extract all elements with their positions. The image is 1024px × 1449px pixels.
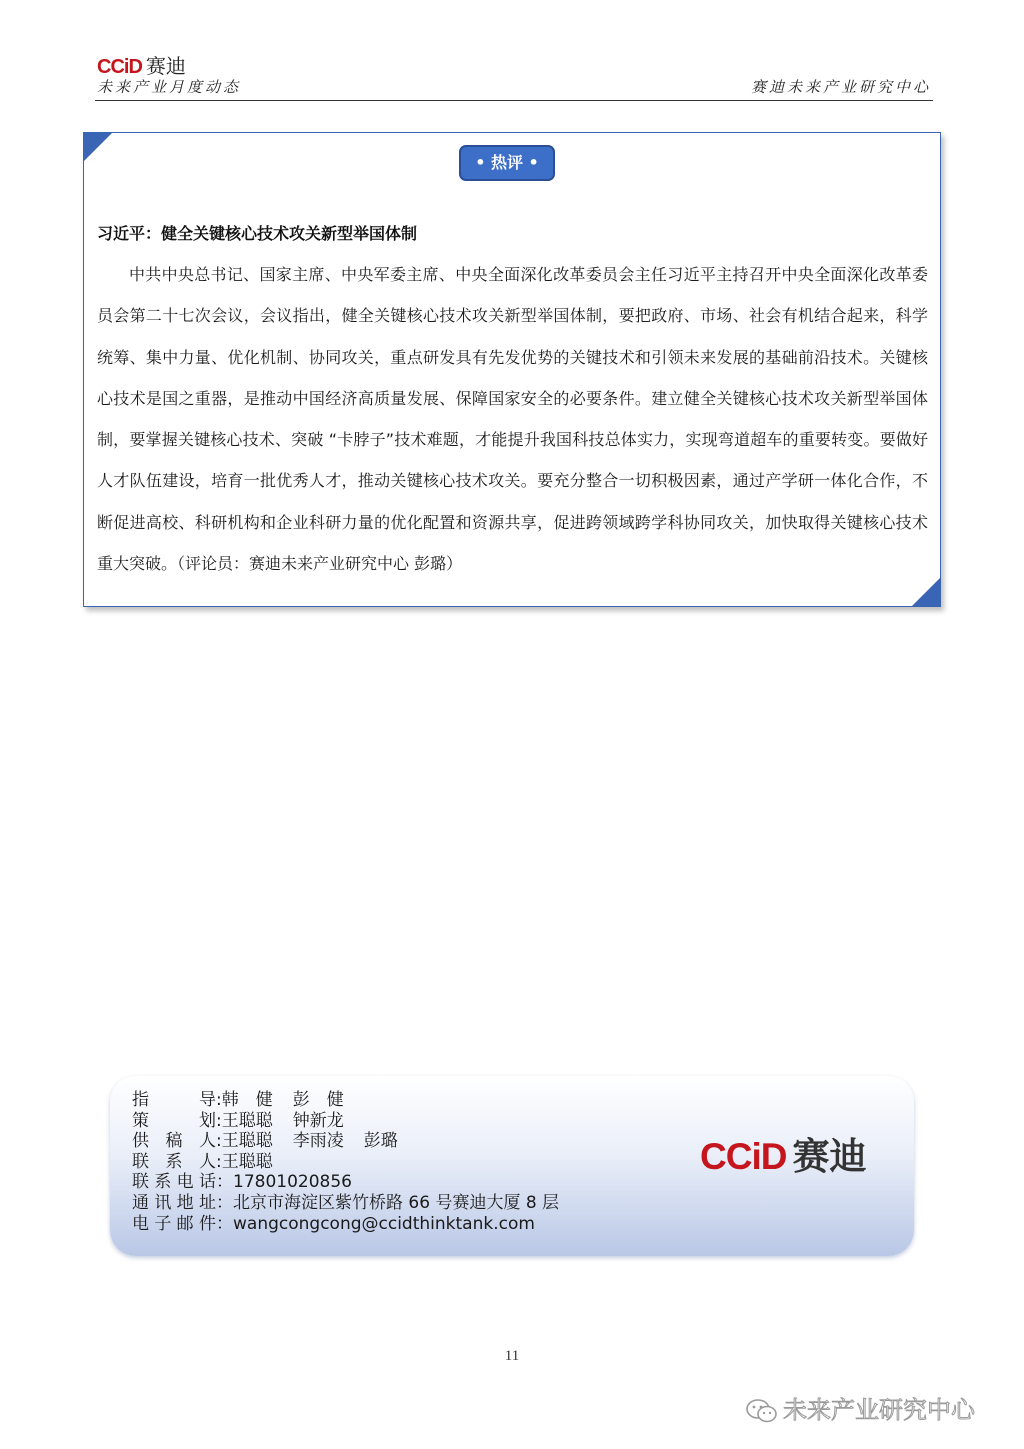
contact-value: 王聪聪 <box>221 1151 273 1172</box>
contact-row <box>132 1111 559 1132</box>
contact-label: 策划 <box>132 1110 216 1131</box>
contact-value: 彭 健 <box>292 1090 344 1110</box>
contact-value: 韩 健 <box>221 1090 273 1110</box>
contact-row <box>132 1193 559 1214</box>
contact-label: 指导 <box>132 1090 216 1110</box>
logo-saidi-text: 赛迪 <box>145 54 186 78</box>
organization-name: 赛迪未来产业研究中心 <box>750 78 931 96</box>
contact-value: 王聪聪 <box>221 1110 273 1131</box>
contact-value: 北京市海淀区紫竹桥路 66 号赛迪大厦 8 层 <box>233 1192 560 1213</box>
contact-separator: : <box>216 1131 222 1152</box>
corner-decoration-top-left <box>83 132 113 162</box>
page-number: 11 <box>504 1348 520 1364</box>
logo-saidi-text: 赛迪 <box>792 1135 867 1178</box>
publication-title: 未来产业月度动态 <box>97 78 242 96</box>
contact-label: 供稿人 <box>132 1131 216 1152</box>
logo-ccid-text: CCiD <box>97 56 142 78</box>
contact-row <box>132 1214 559 1235</box>
ccid-logo-large <box>700 1126 866 1180</box>
contact-value: wangcongcong@ccidthinktank.com <box>233 1213 535 1234</box>
page-header <box>95 48 933 101</box>
watermark <box>745 1390 975 1425</box>
contact-card <box>110 1076 914 1256</box>
article-body: 中共中央总书记、国家主席、中央军委主席、中央全面深化改革委员会主任习近平主持召开中央全面深化改革委员会第二十七次会议，会议指出，健全关键核心技术攻关新型举国体制，要把政府、市场、社会有机结合起来，科学统筹、集中力量、优化机制、协同攻关，重点研发具有先发优势的关键技术和引领未来发展的基础前沿技术。关键核心技术是国之重器，是推动中国经济高质量发展、保障国家安全的必要条件。建立健全关键核心技术攻关新型举国体制，要掌握关键核心技术、突破 “卡脖子”技术难题，才能提升我国科技总体实力，实现弯道超车的重要转变。要做好人才队伍建设，培育一批优秀人才，推动关键核心技术攻关。要充分整合一切积极因素，通过产学研一体化合作，不断促进高校、科研机构和企业科研力量的优化配置和资源共享，促进跨领域跨学科协同攻关，加快取得关键核心技术重大突破。（评论员：赛迪未来产业研究中心 彭璐） <box>97 265 928 574</box>
wechat-icon <box>745 1398 779 1424</box>
contact-list <box>132 1090 559 1234</box>
contact-label: 联系电话 <box>132 1172 216 1193</box>
contact-row <box>132 1131 559 1152</box>
contact-label: 通讯地址 <box>132 1192 216 1213</box>
ccid-logo <box>97 50 186 79</box>
contact-value: 王聪聪 <box>221 1131 273 1152</box>
contact-row <box>132 1172 559 1193</box>
contact-separator: : <box>216 1110 222 1131</box>
article-title: 习近平：健全关键核心技术攻关新型举国体制 <box>97 224 418 243</box>
logo-ccid-text: CCiD <box>700 1136 787 1177</box>
contact-separator: ： <box>216 1213 233 1234</box>
contact-value: 彭璐 <box>363 1131 398 1152</box>
contact-separator: : <box>216 1090 222 1110</box>
hot-comment-box <box>83 132 941 607</box>
contact-value: 钟新龙 <box>292 1110 344 1131</box>
hot-comment-tag: • 热评 • <box>459 145 555 181</box>
contact-separator: : <box>216 1151 222 1172</box>
watermark-text: 未来产业研究中心 <box>783 1396 975 1424</box>
contact-row <box>132 1152 559 1173</box>
contact-separator: ： <box>216 1172 233 1193</box>
contact-label: 联系人 <box>132 1151 216 1172</box>
contact-value: 17801020856 <box>233 1172 352 1193</box>
contact-label: 电子邮件 <box>132 1213 216 1234</box>
contact-separator: ： <box>216 1192 233 1213</box>
contact-value: 李雨凌 <box>292 1131 344 1152</box>
contact-row <box>132 1090 559 1111</box>
